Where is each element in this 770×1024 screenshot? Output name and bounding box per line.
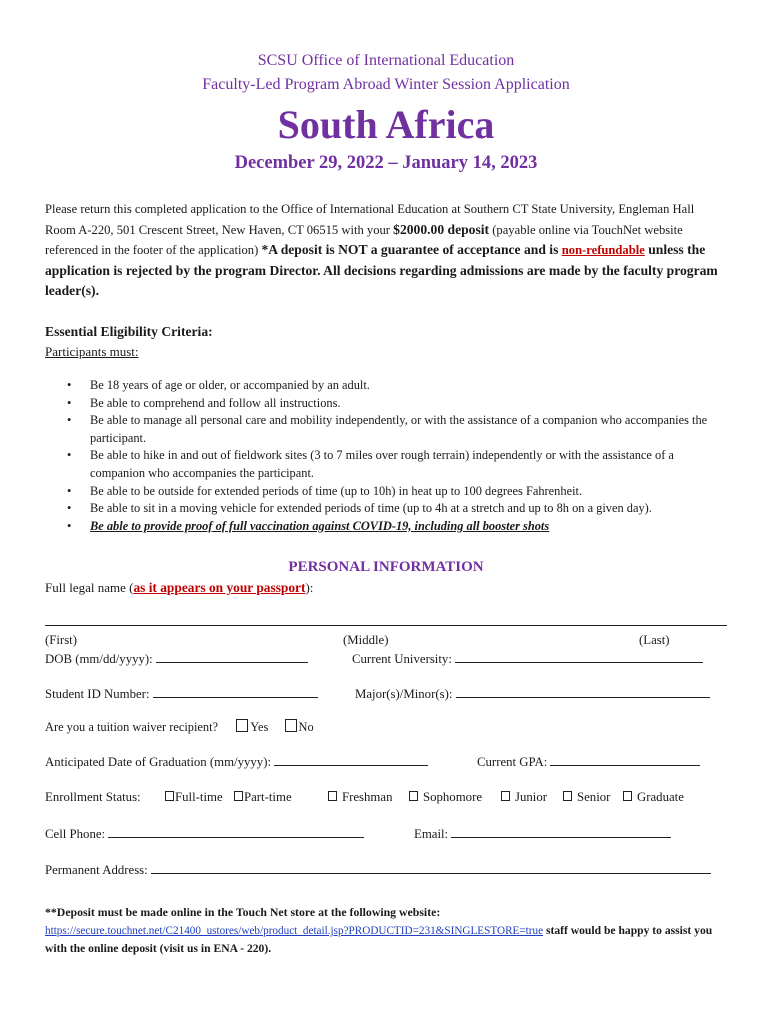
junior-checkbox[interactable] <box>501 791 510 801</box>
senior-checkbox[interactable] <box>563 791 572 801</box>
deposit-instructions: https://secure.touchnet.net/C21400_ustores/web/product_detail.jsp?PRODUCTID=231&SINGLESTORE=true staff would be happy to assist you with the online deposit (visit us in ENA - 220). <box>45 924 713 955</box>
university-field[interactable] <box>455 651 703 663</box>
parttime-checkbox[interactable] <box>234 791 243 801</box>
student-id-row: Student ID Number: <box>45 686 318 702</box>
class-freshman: Freshman <box>328 790 392 805</box>
waiver-row: Are you a tuition waiver recipient? Yes No <box>45 720 314 734</box>
enrollment-label: Enrollment Status: <box>45 790 141 804</box>
dob-row: DOB (mm/dd/yyyy): <box>45 651 308 667</box>
deposit-note: **Deposit must be made online in the Touch Net store at the following website: <box>45 905 441 919</box>
list-item: • Be able to hike in and out of fieldwork sites (3 to 7 miles over rough terrain) independently or with the assistance of a companion who accompanies the participant. <box>67 448 674 480</box>
middle-name-label: (Middle) <box>343 633 389 647</box>
address-row: Permanent Address: <box>45 862 711 878</box>
freshman-checkbox[interactable] <box>328 791 337 801</box>
page-title: South Africa <box>277 102 495 147</box>
legal-name-label: Full legal name (as it appears on your passport): <box>45 580 314 595</box>
eligibility-list <box>45 377 727 535</box>
non-refundable-text: non-refundable <box>561 243 645 257</box>
eligibility-heading: Essential Eligibility Criteria: <box>45 324 213 339</box>
email-field[interactable] <box>451 826 671 838</box>
personal-info-heading: PERSONAL INFORMATION <box>288 559 484 575</box>
deposit-amount: $2000.00 deposit <box>393 221 490 237</box>
program-dates: December 29, 2022 – January 14, 2023 <box>234 153 538 173</box>
graduate-checkbox[interactable] <box>623 791 632 801</box>
grad-date-row: Anticipated Date of Graduation (mm/yyyy): <box>45 754 428 770</box>
waiver-yes-checkbox[interactable] <box>236 719 248 732</box>
sophomore-checkbox[interactable] <box>409 791 418 801</box>
cell-row: Cell Phone: <box>45 826 364 842</box>
grad-date-field[interactable] <box>274 754 428 766</box>
cell-field[interactable] <box>108 826 364 838</box>
enrollment-parttime: Part-time <box>234 790 292 805</box>
address-field[interactable] <box>151 862 711 874</box>
class-junior: Junior <box>501 790 547 805</box>
major-field[interactable] <box>456 686 710 698</box>
class-graduate: Graduate <box>623 790 684 805</box>
application-subtitle: Faculty-Led Program Abroad Winter Session Application <box>202 76 570 93</box>
waiver-no-checkbox[interactable] <box>285 719 297 732</box>
last-name-label: (Last) <box>639 633 670 647</box>
office-name: SCSU Office of International Education <box>257 52 515 69</box>
list-item: • Be able to comprehend and follow all instructions. <box>67 395 341 410</box>
class-sophomore: Sophomore <box>409 790 482 805</box>
passport-note: as it appears on your passport <box>133 580 306 595</box>
touchnet-link[interactable]: https://secure.touchnet.net/C21400_ustores/web/product_detail.jsp?PRODUCTID=231&SINGLESTORE=true <box>45 925 544 937</box>
list-item: • Be able to sit in a moving vehicle for extended periods of time (up to 4h at a stretch and up to 8h on a given day). <box>67 501 652 516</box>
class-senior: Senior <box>563 790 610 805</box>
dob-field[interactable] <box>156 651 308 663</box>
student-id-field[interactable] <box>153 686 318 698</box>
university-row: Current University: <box>352 651 703 667</box>
enrollment-fulltime: Full-time <box>165 790 223 805</box>
email-row: Email: <box>414 826 671 842</box>
eligibility-subheading: Participants must: <box>45 344 139 359</box>
gpa-field[interactable] <box>550 754 700 766</box>
gpa-row: Current GPA: <box>477 754 700 770</box>
major-row: Major(s)/Minor(s): <box>355 686 710 702</box>
list-item: • Be able to manage all personal care and mobility independently, or with the assistance of a companion who accompanies the participant. <box>67 413 708 445</box>
intro-paragraph: Please return this completed application to the Office of International Education at Southern CT State University, Engleman Hall Room A-220, 501 Crescent Street, New Haven, CT 06515 with your $2000.00 deposit (payable online via TouchNet website referenced in the footer of the application) *A deposit is NOT a guarantee of acceptance and is non-refundable unless the application is rejected by the program Director. All decisions regarding admissions are made by the faculty program leader(s). <box>45 202 718 298</box>
first-name-label: (First) <box>45 633 77 647</box>
legal-name-field[interactable] <box>45 625 727 626</box>
list-item: • Be 18 years of age or older, or accompanied by an adult. <box>67 378 370 392</box>
fulltime-checkbox[interactable] <box>165 791 174 801</box>
list-item: • Be able to provide proof of full vaccination against COVID-19, including all booster shots <box>67 518 550 533</box>
list-item: • Be able to be outside for extended periods of time (up to 10h) in heat up to 100 degrees Fahrenheit. <box>67 483 583 498</box>
